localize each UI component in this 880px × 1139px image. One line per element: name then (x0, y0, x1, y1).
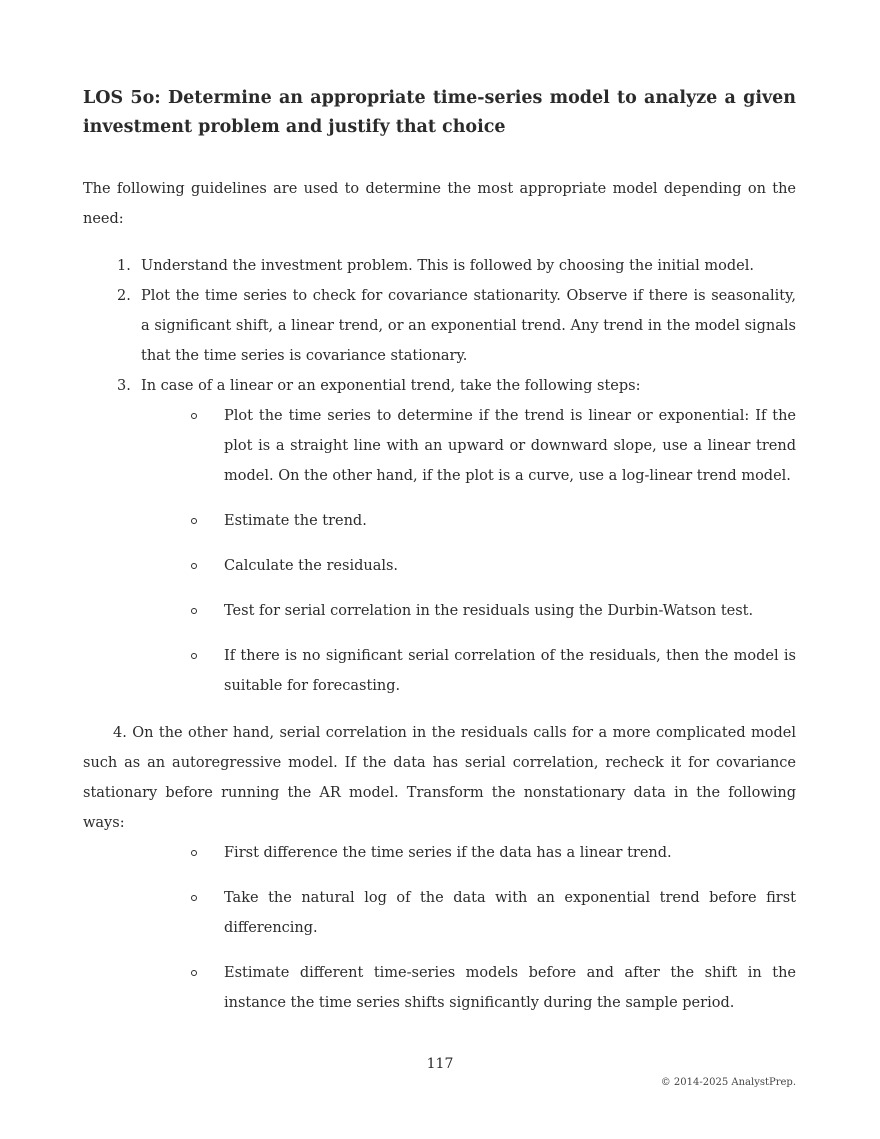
step-number: 2. (117, 288, 131, 304)
bullet-circle-icon (191, 895, 197, 901)
step3-bullet-list (83, 401, 796, 701)
steps-list (83, 251, 796, 401)
bullet-circle-icon (191, 518, 197, 524)
intro-paragraph: The following guidelines are used to determine the most appropriate model depending on the need: (83, 181, 796, 227)
step-number: 3. (117, 378, 131, 394)
bullet-text: Plot the time series to determine if the trend is linear or exponential: If the plot is a straight line with an upward or downward slope, use a linear trend model. On the other hand, if the plot is a curve, use a log-linear trend model. (224, 408, 796, 484)
step-item (83, 371, 796, 401)
list-item (83, 838, 796, 868)
list-item (83, 551, 796, 581)
page-number: 117 (426, 1056, 454, 1072)
step4-bullet-list (83, 838, 796, 1018)
bullet-text: Test for serial correlation in the residuals using the Durbin-Watson test. (224, 603, 754, 619)
step-number: 1. (117, 258, 131, 274)
bullet-text: Estimate the trend. (224, 513, 367, 529)
copyright-notice: © 2014-2025 AnalystPrep. (660, 1077, 796, 1088)
step-item (83, 251, 796, 281)
bullet-text: Calculate the residuals. (224, 558, 399, 574)
step4-paragraph: 4. On the other hand, serial correlation in the residuals calls for a more complicated model such as an autoregressive model. If the data has serial correlation, recheck it for covariance stationary before running the AR model. Transform the nonstationary data in the following ways: (83, 725, 796, 831)
bullet-circle-icon (191, 608, 197, 614)
bullet-text: First difference the time series if the data has a linear trend. (224, 845, 672, 861)
list-item (83, 401, 796, 491)
section-heading: LOS 5o: Determine an appropriate time-series model to analyze a given investment problem and justify that choice (83, 88, 796, 137)
list-item (83, 506, 796, 536)
step-text: Plot the time series to check for covariance stationarity. Observe if there is seasonality, a significant shift, a linear trend, or an exponential trend. Any trend in the model signals that the time series is covariance stationary. (141, 288, 796, 364)
step-item (83, 281, 796, 371)
bullet-circle-icon (191, 970, 197, 976)
step-text: In case of a linear or an exponential trend, take the following steps: (141, 378, 641, 394)
list-item (83, 641, 796, 701)
bullet-circle-icon (191, 653, 197, 659)
step-text: Understand the investment problem. This is followed by choosing the initial model. (141, 258, 754, 274)
list-item (83, 883, 796, 943)
list-item (83, 958, 796, 1018)
list-item (83, 596, 796, 626)
bullet-circle-icon (191, 850, 197, 856)
bullet-circle-icon (191, 563, 197, 569)
bullet-text: Estimate different time-series models before and after the shift in the instance the time series shifts significantly during the sample period. (224, 965, 796, 1011)
bullet-text: If there is no significant serial correlation of the residuals, then the model is suitable for forecasting. (224, 648, 796, 694)
page-content (83, 84, 796, 1018)
bullet-text: Take the natural log of the data with an exponential trend before first differencing. (224, 890, 796, 936)
bullet-circle-icon (191, 413, 197, 419)
